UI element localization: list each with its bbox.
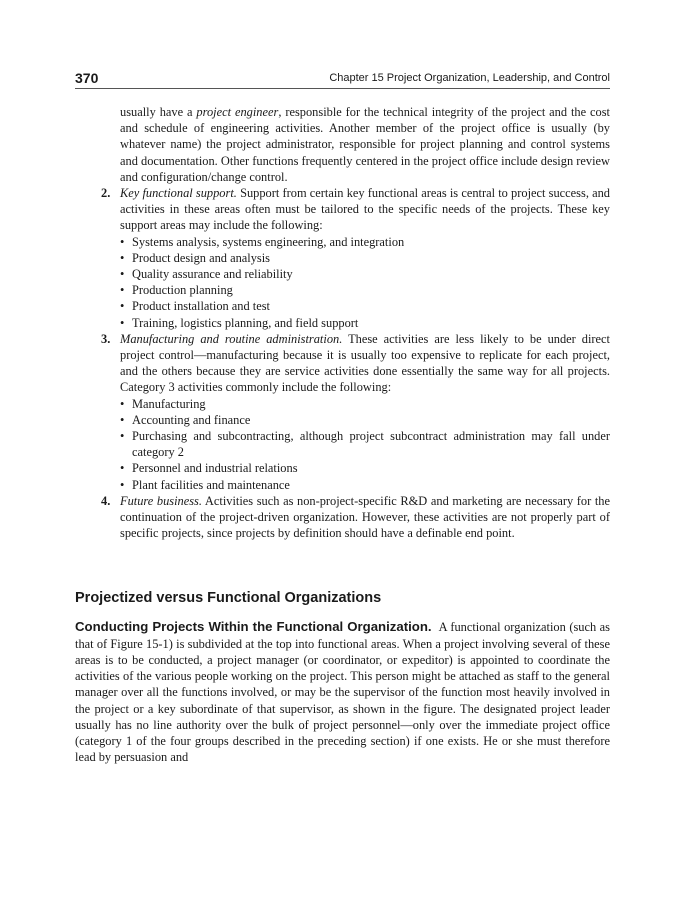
bullet-item: • Plant facilities and maintenance bbox=[120, 477, 610, 493]
item-title: Key functional support. bbox=[120, 186, 237, 201]
bullet-list bbox=[120, 396, 610, 493]
running-header bbox=[75, 70, 610, 89]
bullet-item: • Systems analysis, systems engineering, and integration bbox=[120, 234, 610, 250]
continuation-paragraph bbox=[120, 104, 610, 185]
page-body bbox=[75, 104, 610, 765]
bullet-item: • Production planning bbox=[120, 282, 610, 298]
list-item-3 bbox=[101, 331, 610, 493]
list-item-2 bbox=[101, 185, 610, 331]
item-number: 4. bbox=[101, 493, 111, 508]
bullet-item: • Personnel and industrial relations bbox=[120, 460, 610, 476]
bullet-item: • Training, logistics planning, and field support bbox=[120, 315, 610, 331]
bullet-item: • Accounting and finance bbox=[120, 412, 610, 428]
item-text: Activities such as non-project-specific R&D and marketing are necessary for the continuation of the project-driven organization. However, these activities are not properly part of specific projects, since projects by definition should have a definable end point. bbox=[120, 493, 610, 541]
item-title: Future business. bbox=[120, 493, 202, 508]
run-in-heading: Conducting Projects Within the Functional Organization. bbox=[75, 619, 432, 635]
bullet-item: • Manufacturing bbox=[120, 396, 610, 412]
continuation-emphasis: project engineer bbox=[196, 105, 279, 119]
item-title: Manufacturing and routine administration. bbox=[120, 331, 343, 346]
section-text: A functional organization (such as that of Figure 15-1) is subdivided at the top into functional areas. When a project involving several of these areas is to be conducted, a project manager (or coordinator, or expeditor) is appointed to coordinate the activities of the various people working on the project. This person might be attached as staff to the general manager over all the functions involved, or may be the supervisor of the function most heavily involved in the project or a key subordinate of that supervisor, as shown in the figure. The designated project leader usually has no line authority over the bulk of project personnel—only over the immediate project office (category 1 of the four groups described in the preceding section) if one exists. He or she must therefore lead by persuasion and bbox=[75, 620, 610, 765]
continuation-text-start: usually have a bbox=[120, 105, 197, 119]
bullet-item: • Product design and analysis bbox=[120, 250, 610, 266]
item-text: These activities are less likely to be under direct project control—manufacturing because it is usually too expensive to replicate for each project, and the others because they are service activities done essentially the same way for all projects. Category 3 activities commonly include the following: bbox=[120, 331, 610, 395]
list-item-4 bbox=[101, 493, 610, 542]
item-text: Support from certain key functional areas is central to project success, and activities in these areas often must be tailored to the specific needs of the projects. These key support areas may include the following: bbox=[120, 186, 610, 233]
continuation-text-end: , responsible for the technical integrity of the project and the cost and schedule of engineering activities. Another member of the project office is usually (by whatever name) the project administrator, responsible for project planning and control systems and documentation. Other functions frequently centered in the project office include design review and configuration/change control. bbox=[120, 105, 610, 184]
bullet-list bbox=[120, 234, 610, 331]
chapter-title: Chapter 15 Project Organization, Leadership, and Control bbox=[329, 72, 610, 84]
section-heading: Projectized versus Functional Organizations bbox=[75, 590, 382, 607]
bullet-item: • Quality assurance and reliability bbox=[120, 266, 610, 282]
bullet-item: • Product installation and test bbox=[120, 298, 610, 314]
page-number: 370 bbox=[75, 70, 99, 86]
section-paragraph bbox=[75, 619, 610, 765]
bullet-item: • Purchasing and subcontracting, although project subcontract administration may fall under category 2 bbox=[120, 428, 610, 460]
item-number: 2. bbox=[101, 186, 111, 201]
item-number: 3. bbox=[101, 331, 111, 346]
